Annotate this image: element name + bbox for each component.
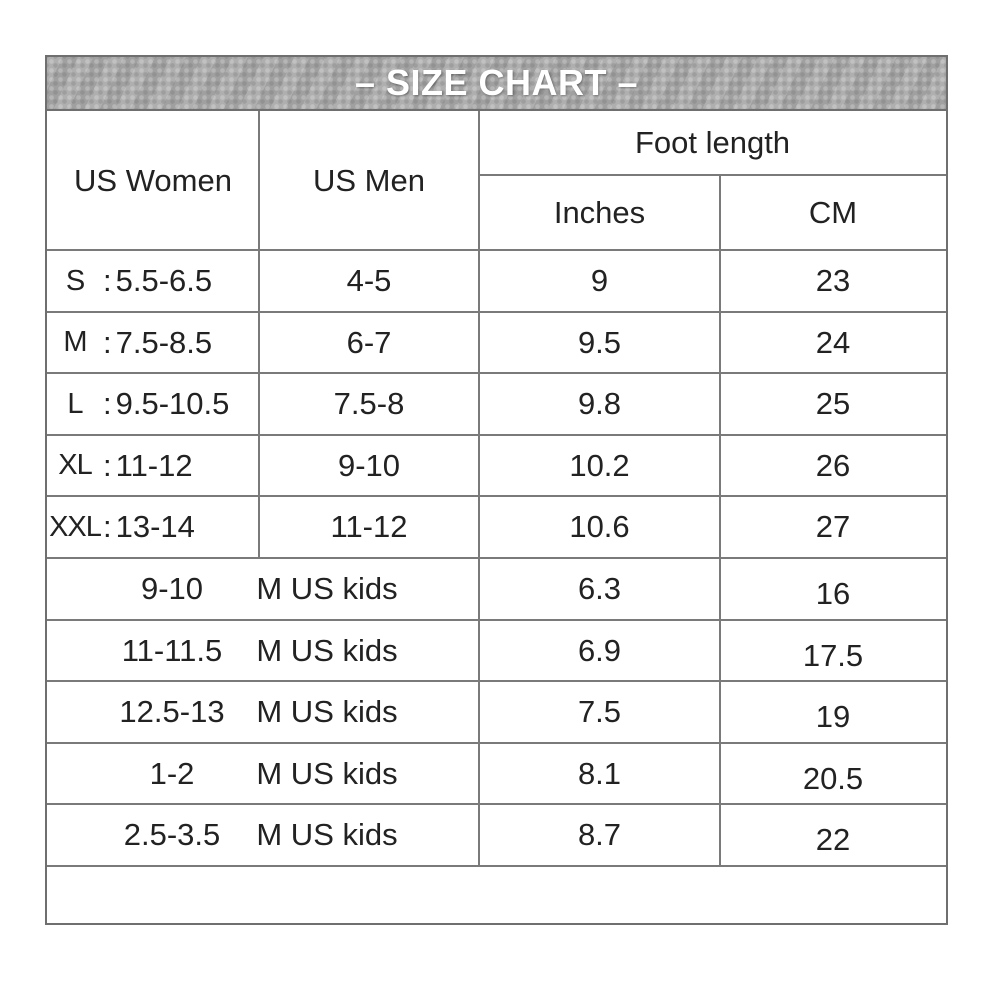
header-us-men: US Men [313, 162, 425, 198]
kids-size: 12.5-13 [119, 694, 225, 729]
women-size: 9.5-10.5 [115, 386, 230, 421]
cm-cell: 27 [815, 509, 851, 544]
size-letter: XL [58, 449, 92, 481]
inches-cell: 10.2 [569, 447, 630, 483]
men-size-cell: 6-7 [346, 324, 392, 360]
kids-size: 2.5-3.5 [123, 817, 221, 852]
women-size-cell [47, 373, 259, 435]
cm-cell: 16 [815, 576, 851, 611]
cm-cell: 26 [815, 447, 851, 483]
inches-cell: 6.3 [577, 571, 622, 606]
cm-cell: 17.5 [802, 637, 864, 673]
chart-title: – SIZE CHART – [354, 62, 639, 103]
inches-cell: 8.7 [577, 817, 622, 852]
kids-size-cell [47, 804, 479, 866]
kids-label: M US kids [256, 694, 398, 729]
cm-cell: 23 [815, 263, 851, 298]
women-size-cell [47, 435, 259, 496]
size-separator: : [103, 324, 112, 360]
inches-cell: 9.5 [577, 324, 622, 360]
women-size-cell [47, 496, 259, 558]
size-separator: : [103, 447, 112, 483]
women-size-cell [47, 250, 259, 312]
header-inches: Inches [553, 194, 646, 230]
cm-cell: 22 [815, 822, 851, 857]
kids-size-cell [47, 620, 479, 681]
header-foot-length: Foot length [634, 125, 791, 160]
inches-cell: 8.1 [577, 755, 622, 791]
size-letter: S [65, 264, 85, 297]
women-size: 5.5-6.5 [115, 263, 213, 298]
cm-cell: 20.5 [802, 760, 864, 796]
kids-label: M US kids [256, 755, 398, 791]
women-size: 7.5-8.5 [115, 324, 213, 360]
size-chart [45, 55, 948, 925]
kids-label: M US kids [256, 571, 398, 606]
size-letter: M [63, 326, 87, 358]
header-cm: CM [808, 194, 858, 230]
inches-cell: 6.9 [577, 632, 622, 668]
men-size-cell: 11-12 [330, 509, 408, 544]
women-size: 13-14 [115, 509, 195, 544]
men-size-cell: 7.5-8 [333, 386, 405, 421]
cm-cell: 25 [815, 386, 851, 421]
size-separator: : [103, 263, 112, 298]
kids-size-cell [47, 743, 479, 804]
inches-cell: 9.8 [577, 386, 622, 421]
cm-cell: 19 [815, 699, 851, 734]
kids-label: M US kids [256, 817, 398, 852]
size-letter: XXL [49, 510, 101, 543]
men-size-cell: 9-10 [337, 447, 401, 483]
cm-cell: 24 [815, 324, 851, 360]
kids-label: M US kids [256, 632, 398, 668]
women-size: 11-12 [115, 447, 193, 483]
header-us-women: US Women [74, 162, 232, 198]
kids-size-cell [47, 558, 479, 620]
kids-size: 11-11.5 [121, 632, 223, 668]
size-separator: : [103, 386, 112, 421]
kids-size-cell [47, 681, 479, 743]
size-letter: L [67, 387, 83, 420]
men-size-cell: 4-5 [346, 263, 392, 298]
kids-size: 9-10 [140, 571, 204, 606]
title-banner [47, 57, 946, 111]
inches-cell: 10.6 [569, 509, 630, 544]
kids-size: 1-2 [149, 755, 195, 791]
inches-cell: 7.5 [577, 694, 622, 729]
inches-cell: 9 [590, 263, 609, 298]
size-separator: : [103, 509, 112, 544]
women-size-cell [47, 312, 259, 373]
